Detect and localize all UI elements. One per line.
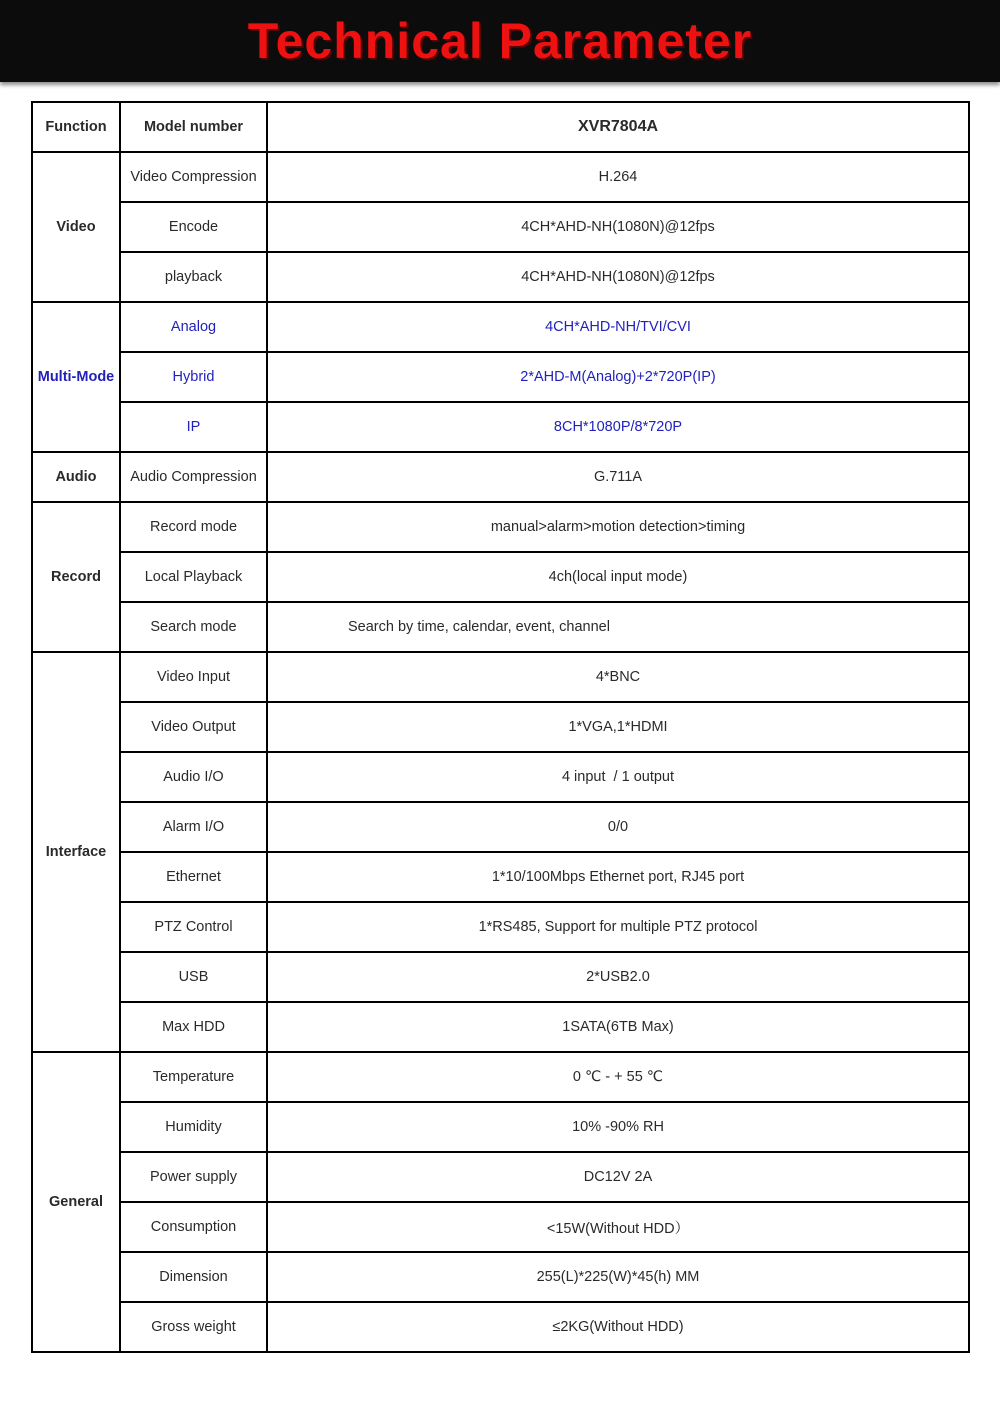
param-value: 1*RS485, Support for multiple PTZ protocol (267, 902, 969, 952)
param-value: 2*USB2.0 (267, 952, 969, 1002)
param-label: Consumption (120, 1202, 267, 1252)
param-value: 4ch(local input mode) (267, 552, 969, 602)
group-label: Audio (32, 452, 120, 502)
param-label: Local Playback (120, 552, 267, 602)
param-label: Video Input (120, 652, 267, 702)
param-value: 4CH*AHD-NH/TVI/CVI (267, 302, 969, 352)
param-value: 8CH*1080P/8*720P (267, 402, 969, 452)
header-function: Function (32, 102, 120, 152)
header-model-number: Model number (120, 102, 267, 152)
spec-table (31, 101, 970, 1353)
page-title: Technical Parameter (247, 13, 753, 69)
table-row (32, 552, 969, 602)
param-label: IP (120, 402, 267, 452)
param-value: 1SATA(6TB Max) (267, 1002, 969, 1052)
param-value: Search by time, calendar, event, channel (267, 602, 969, 652)
table-row (32, 1152, 969, 1202)
table-row (32, 302, 969, 352)
param-value: manual>alarm>motion detection>timing (267, 502, 969, 552)
param-value: DC12V 2A (267, 1152, 969, 1202)
param-label: Gross weight (120, 1302, 267, 1352)
param-value: 4 input / 1 output (267, 752, 969, 802)
group-label: General (32, 1052, 120, 1352)
group-label: Interface (32, 652, 120, 1052)
table-header-row (32, 102, 969, 152)
table-row (32, 352, 969, 402)
table-row (32, 202, 969, 252)
param-label: Video Compression (120, 152, 267, 202)
table-row (32, 1252, 969, 1302)
header-model: XVR7804A (267, 102, 969, 152)
param-label: Alarm I/O (120, 802, 267, 852)
param-label: Video Output (120, 702, 267, 752)
param-label: Record mode (120, 502, 267, 552)
param-value: 0/0 (267, 802, 969, 852)
param-label: Humidity (120, 1102, 267, 1152)
param-label: Power supply (120, 1152, 267, 1202)
group-label: Multi-Mode (32, 302, 120, 452)
param-value: 255(L)*225(W)*45(h) MM (267, 1252, 969, 1302)
table-row (32, 1052, 969, 1102)
table-row (32, 1102, 969, 1152)
param-label: Search mode (120, 602, 267, 652)
table-row (32, 452, 969, 502)
table-row (32, 502, 969, 552)
table-row (32, 152, 969, 202)
param-label: USB (120, 952, 267, 1002)
param-value: 1*10/100Mbps Ethernet port, RJ45 port (267, 852, 969, 902)
param-label: Encode (120, 202, 267, 252)
param-value: G.711A (267, 452, 969, 502)
param-label: playback (120, 252, 267, 302)
param-value: 4CH*AHD-NH(1080N)@12fps (267, 252, 969, 302)
param-label: Ethernet (120, 852, 267, 902)
param-value: 4CH*AHD-NH(1080N)@12fps (267, 202, 969, 252)
param-value: 0 ℃ - + 55 ℃ (267, 1052, 969, 1102)
param-label: Max HDD (120, 1002, 267, 1052)
param-value: 1*VGA,1*HDMI (267, 702, 969, 752)
table-row (32, 902, 969, 952)
group-label: Video (32, 152, 120, 302)
table-row (32, 702, 969, 752)
table-row (32, 1202, 969, 1252)
table-row (32, 852, 969, 902)
table-row (32, 1302, 969, 1352)
param-label: PTZ Control (120, 902, 267, 952)
param-label: Audio Compression (120, 452, 267, 502)
param-label: Audio I/O (120, 752, 267, 802)
param-value: <15W(Without HDD） (267, 1202, 969, 1252)
param-value: 2*AHD-M(Analog)+2*720P(IP) (267, 352, 969, 402)
table-row (32, 252, 969, 302)
table-row (32, 802, 969, 852)
param-label: Analog (120, 302, 267, 352)
table-row (32, 602, 969, 652)
table-row (32, 1002, 969, 1052)
param-value: ≤2KG(Without HDD) (267, 1302, 969, 1352)
param-value: 10% -90% RH (267, 1102, 969, 1152)
param-label: Temperature (120, 1052, 267, 1102)
table-row (32, 752, 969, 802)
table-row (32, 952, 969, 1002)
table-row (32, 652, 969, 702)
title-banner (0, 0, 1000, 82)
param-label: Dimension (120, 1252, 267, 1302)
param-value: 4*BNC (267, 652, 969, 702)
table-row (32, 402, 969, 452)
group-label: Record (32, 502, 120, 652)
param-value: H.264 (267, 152, 969, 202)
param-label: Hybrid (120, 352, 267, 402)
